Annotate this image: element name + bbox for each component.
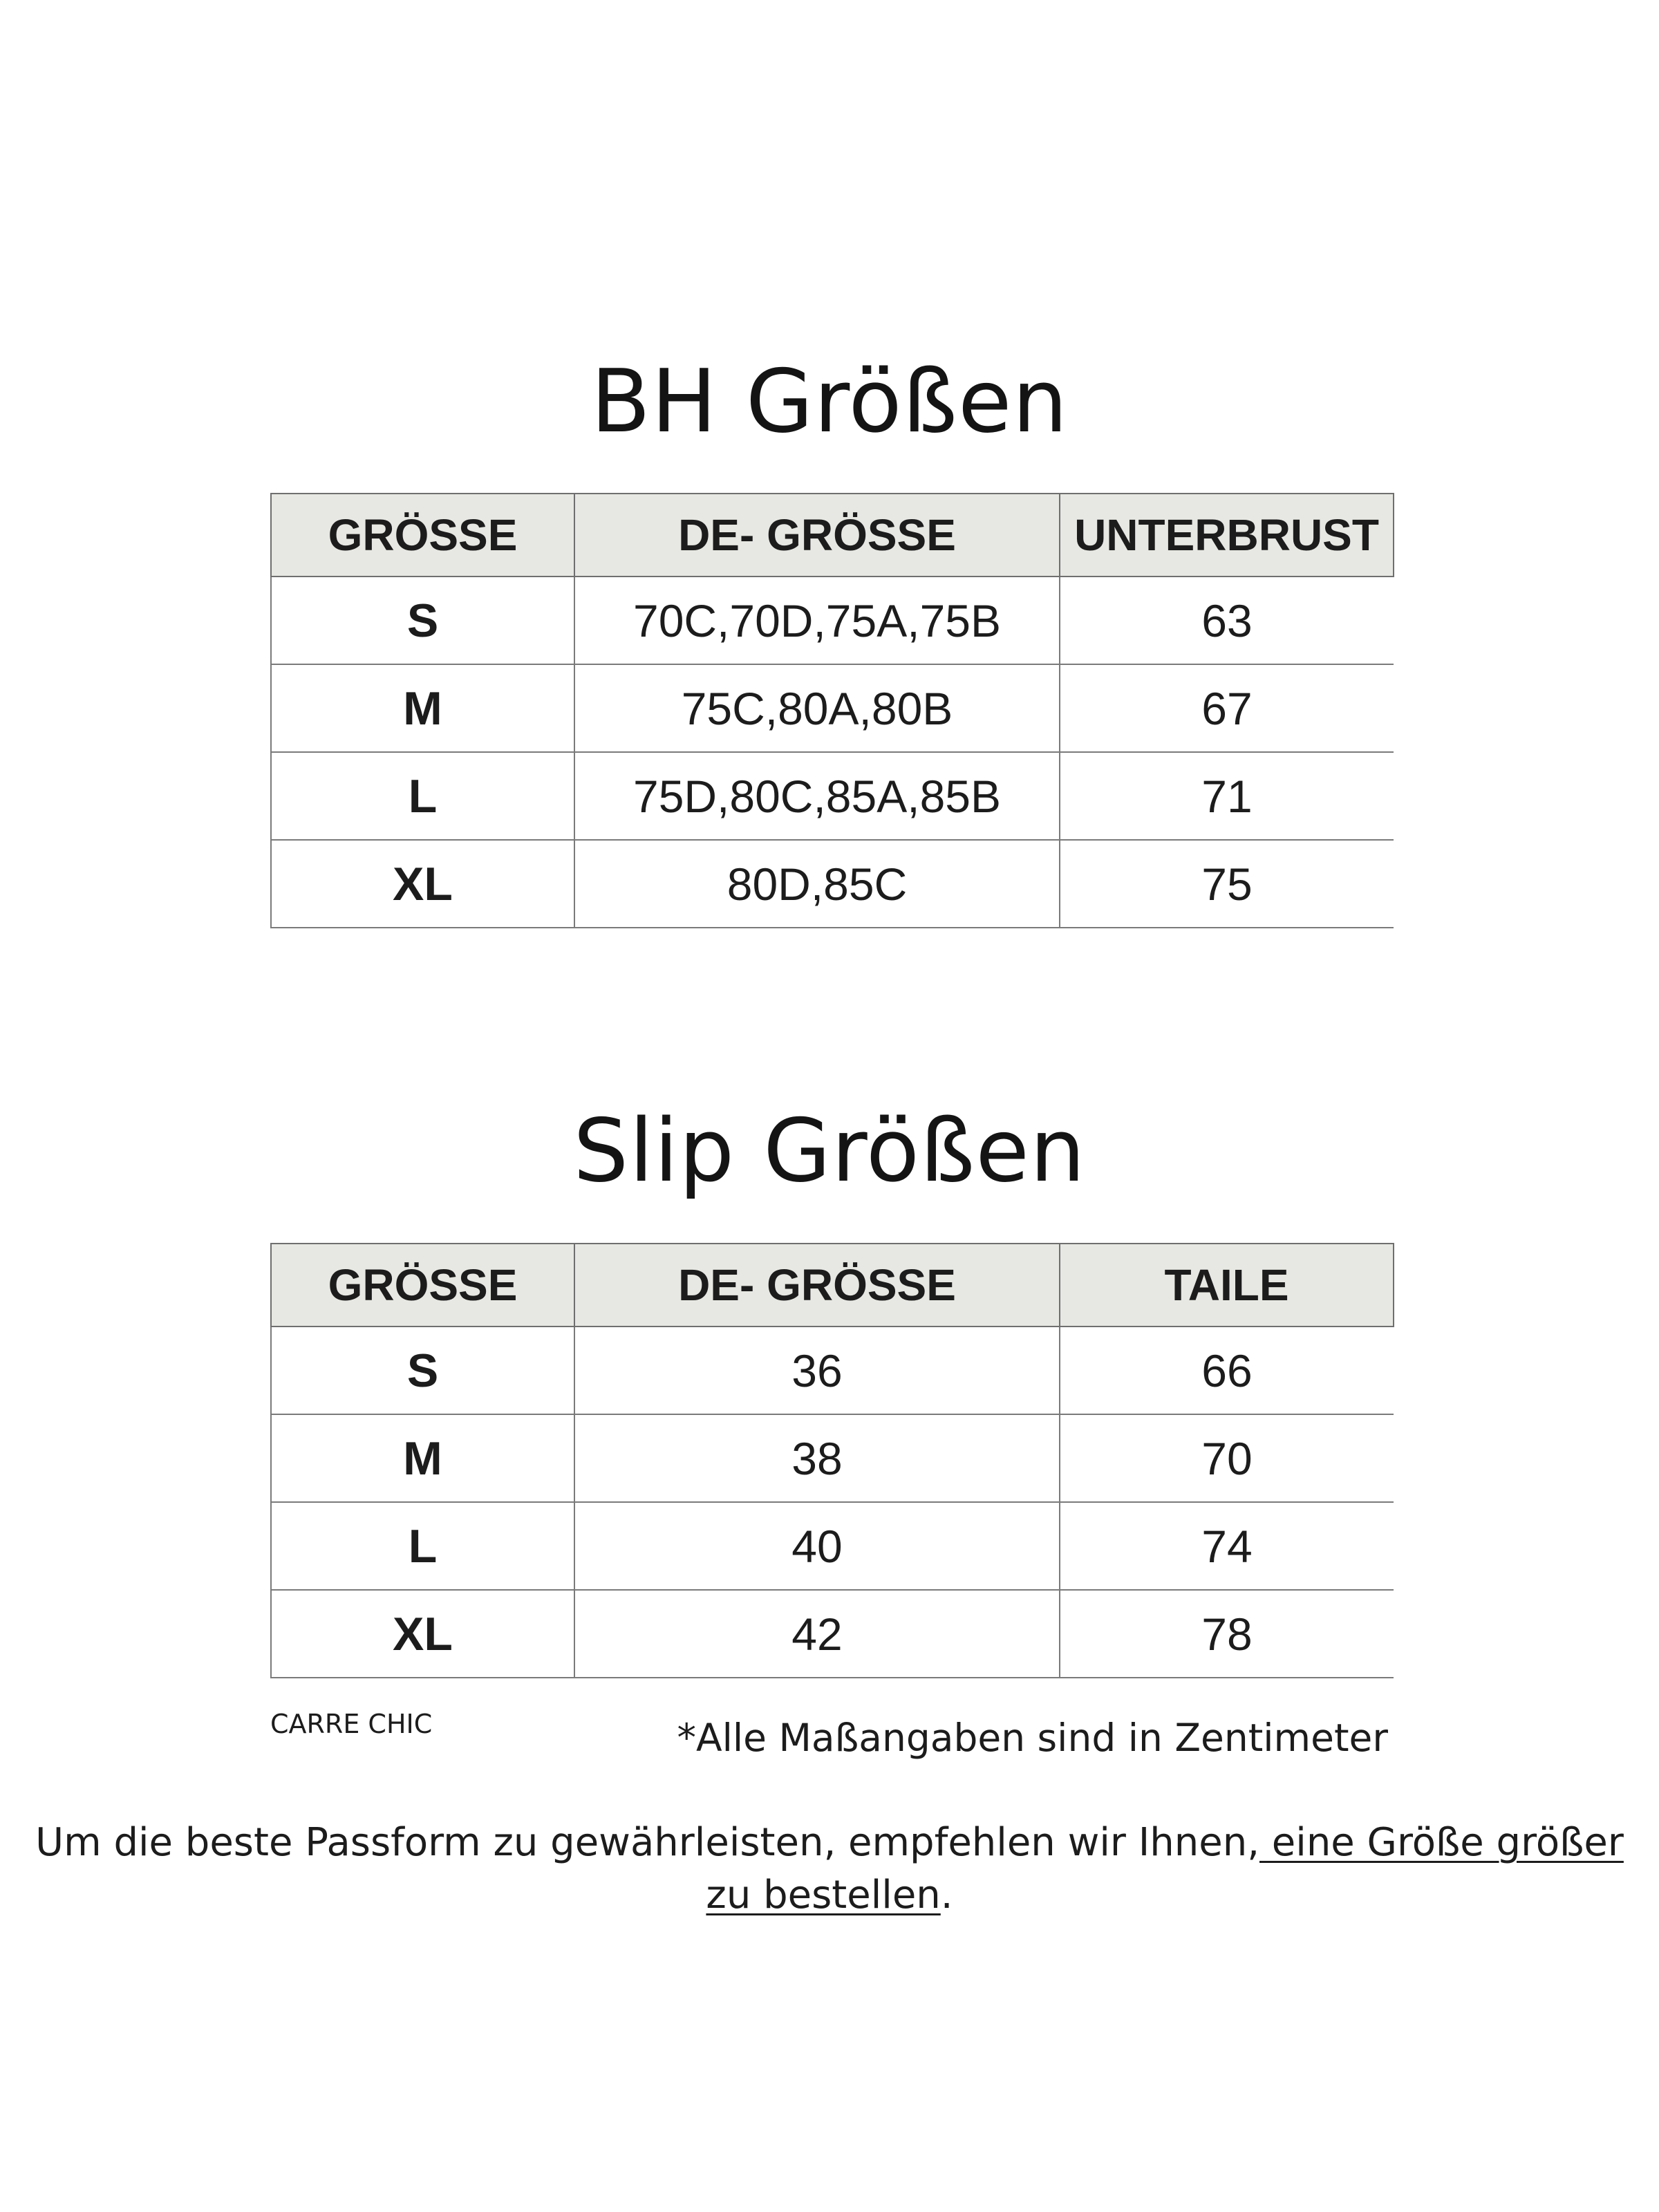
table-row	[271, 577, 1394, 664]
de-size-cell: 38	[574, 1414, 1060, 1502]
de-size-cell: 75C,80A,80B	[574, 664, 1060, 752]
table-header-row	[271, 494, 1394, 577]
table-header-row	[271, 1244, 1394, 1327]
column-header-size: GRÖSSE	[271, 494, 574, 577]
size-cell: L	[271, 1502, 574, 1590]
size-cell: S	[271, 577, 574, 664]
slip-size-title: Slip Größen	[573, 1100, 1086, 1201]
slip-size-table	[270, 1243, 1394, 1678]
table-row	[271, 664, 1394, 752]
de-size-cell: 42	[574, 1590, 1060, 1678]
fit-advice	[28, 1817, 1631, 1922]
table-row	[271, 1502, 1394, 1590]
table-row	[271, 752, 1394, 840]
size-cell: XL	[271, 1590, 574, 1678]
bh-size-table	[270, 493, 1394, 928]
waist-cell: 70	[1060, 1414, 1394, 1502]
size-cell: M	[271, 664, 574, 752]
table-row	[271, 1590, 1394, 1678]
bh-size-title: BH Größen	[590, 350, 1069, 452]
de-size-cell: 36	[574, 1327, 1060, 1414]
size-cell: XL	[271, 840, 574, 928]
table-row	[271, 1414, 1394, 1502]
underbust-cell: 63	[1060, 577, 1394, 664]
column-header-de-size: DE- GRÖSSE	[574, 494, 1060, 577]
fit-advice-end: .	[940, 1873, 953, 1918]
size-cell: L	[271, 752, 574, 840]
column-header-size: GRÖSSE	[271, 1244, 574, 1327]
de-size-cell: 80D,85C	[574, 840, 1060, 928]
de-size-cell: 70C,70D,75A,75B	[574, 577, 1060, 664]
table-row	[271, 840, 1394, 928]
size-up-link[interactable]: eine Größe größer zu bestellen	[706, 1820, 1624, 1918]
waist-cell: 78	[1060, 1590, 1394, 1678]
underbust-cell: 67	[1060, 664, 1394, 752]
underbust-cell: 75	[1060, 840, 1394, 928]
size-cell: M	[271, 1414, 574, 1502]
waist-cell: 74	[1060, 1502, 1394, 1590]
size-cell: S	[271, 1327, 574, 1414]
de-size-cell: 75D,80C,85A,85B	[574, 752, 1060, 840]
fit-advice-text: Um die beste Passform zu gewährleisten, empfehlen wir Ihnen,	[35, 1820, 1259, 1865]
de-size-cell: 40	[574, 1502, 1060, 1590]
column-header-underbust: UNTERBRUST	[1060, 494, 1394, 577]
column-header-de-size: DE- GRÖSSE	[574, 1244, 1060, 1327]
table-row	[271, 1327, 1394, 1414]
column-header-waist: TAILE	[1060, 1244, 1394, 1327]
waist-cell: 66	[1060, 1327, 1394, 1414]
unit-note: *Alle Maßangaben sind in Zentimeter	[677, 1716, 1388, 1760]
underbust-cell: 71	[1060, 752, 1394, 840]
brand-label: CARRE CHIC	[270, 1709, 433, 1739]
